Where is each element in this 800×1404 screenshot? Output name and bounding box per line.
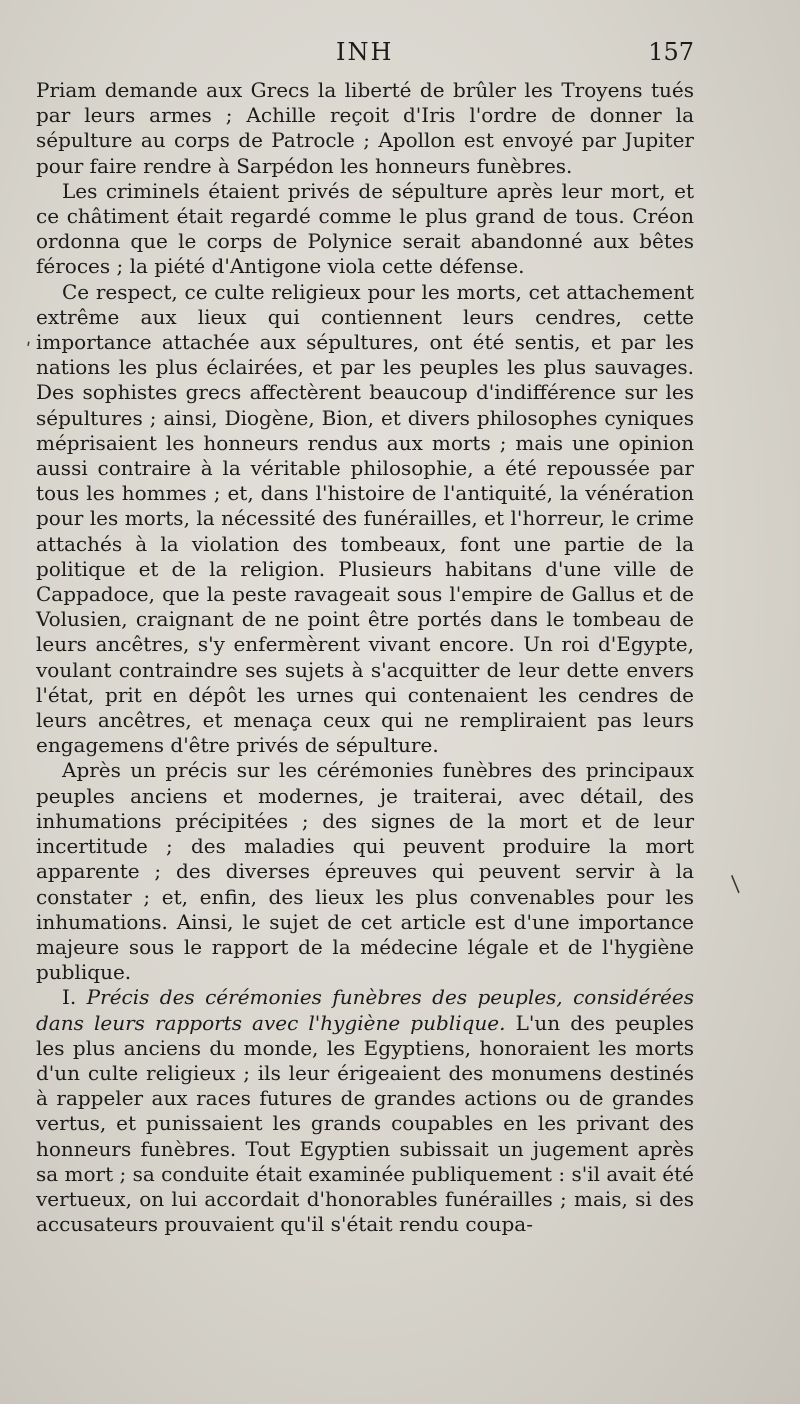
margin-mark: ʹ <box>26 340 32 361</box>
margin-mark: / <box>724 872 747 897</box>
page-text-block <box>36 38 694 1237</box>
page-number: 157 <box>648 38 694 66</box>
running-head: INH <box>336 38 394 66</box>
paragraph-3: Ce respect, ce culte religieux pour les morts, cet attachement extrême aux lieux qui contiennent leurs cendres, cette importance attachée aux sépultures, ont été sentis, et par les nations les plus éclairées, et par les peuples les plus sauvages. Des sophistes grecs affectèrent beaucoup d'indifférence sur les sépultures ; ainsi, Diogène, Bion, et divers philosophes cyniques méprisaient les honneurs rendus aux morts ; mais une opinion aussi contraire à la véritable philosophie, a été repoussée par tous les hommes ; et, dans l'histoire de l'antiquité, la vénération pour les morts, la nécessité des funérailles, et l'horreur, le crime attachés à la violation des tombeaux, font une partie de la politique et de la religion. Plusieurs habitans d'une ville de Cappadoce, que la peste ravageait sous l'empire de Gallus et de Volusien, craignant de ne point être portés dans le tombeau de leurs ancêtres, s'y enfermèrent vivant encore. Un roi d'Egypte, voulant contraindre ses sujets à s'acquitter de leur dette envers l'état, prit en dépôt les urnes qui contenaient les cendres de leurs ancêtres, et menaça ceux qui ne rempliraient pas leurs engagemens d'être privés de sépulture. <box>36 279 694 758</box>
paragraph-1: Priam demande aux Grecs la liberté de brûler les Troyens tués par leurs armes ; Achille reçoit d'Iris l'ordre de donner la sépulture au corps de Patrocle ; Apollon est envoyé par Jupiter pour faire rendre à Sarpédon les honneurs funèbres. <box>36 78 694 178</box>
paragraph-2: Les criminels étaient privés de sépulture après leur mort, et ce châtiment était regardé comme le plus grand de tous. Créon ordonna que le corps de Polynice serait abandonné aux bêtes féroces ; la piété d'Antigone viola cette défense. <box>36 178 694 279</box>
section-body: L'un des peuples les plus anciens du monde, les Egyptiens, honoraient les morts d'un culte religieux ; ils leur érigeaient des monumens destinés à rappeler aux races futures de grandes actions ou de grandes vertus, et punissaient les grands coupables en les privant des honneurs funèbres. Tout Egyptien subissait un jugement après sa mort ; sa conduite était examinée publiquement : s'il avait été vertueux, on lui accordait d'honorables funérailles ; mais, si des accusateurs prouvaient qu'il s'était rendu coupa- <box>36 1010 695 1237</box>
section-number: I. <box>62 985 77 1010</box>
paragraph-4: Après un précis sur les cérémonies funèbres des principaux peuples anciens et modernes, je traiterai, avec détail, des inhumations précipitées ; des signes de la mort et de leur incertitude ; des maladies qui peuvent produire la mort apparente ; des diverses épreuves qui peuvent servir à la constater ; et, enfin, des lieux les plus convenables pour les inhumations. Ainsi, le sujet de cet article est d'une importance majeure sous le rapport de la médecine légale et de l'hygiène publique. <box>36 758 694 985</box>
section-heading: Précis des cérémonies funèbres des peuples, considérées dans leurs rapports avec l'hygiène publique. <box>36 985 694 1035</box>
page-header <box>36 38 694 78</box>
section-paragraph <box>36 985 694 1237</box>
